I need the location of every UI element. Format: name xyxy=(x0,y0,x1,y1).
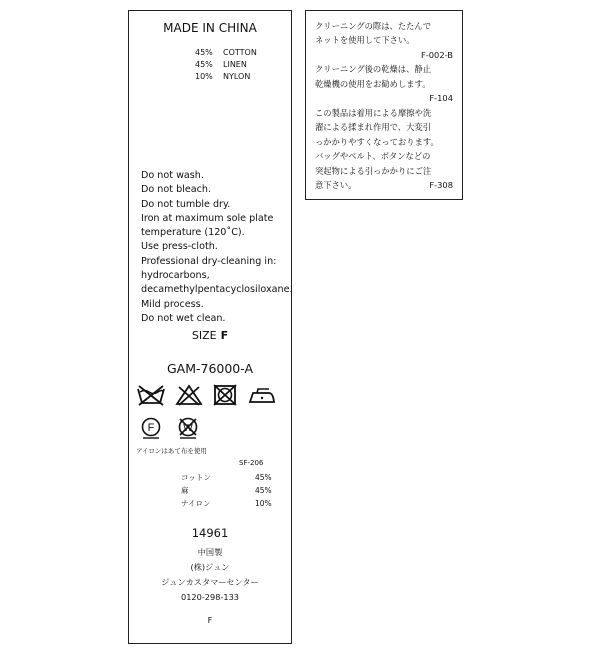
notice-line: 突起物による引っかかりにご注 xyxy=(315,166,432,176)
origin-jp: 中国製 xyxy=(197,547,223,557)
composition-pct: 45% xyxy=(195,60,213,69)
composition-material: COTTON xyxy=(223,48,257,57)
care-line: Do not tumble dry. xyxy=(141,198,231,210)
notice-line: バッグやベルト、ボタンなどの xyxy=(315,151,431,161)
composition-pct: 45% xyxy=(195,48,213,57)
care-label-left xyxy=(128,10,292,644)
do-not-tumble-dry-icon xyxy=(212,384,238,406)
jp-composition-material: コットン xyxy=(181,473,211,482)
phone-number: 0120-298-133 xyxy=(180,592,239,602)
notice-line: っかかりやすくなっております。 xyxy=(315,137,439,147)
notice-code: F-308 xyxy=(429,180,453,190)
notice-code: F-104 xyxy=(429,93,453,103)
made-in-text: MADE IN CHINA xyxy=(163,21,257,35)
care-line: decamethylpentacyclosiloxane. xyxy=(141,284,293,296)
label-number: 14961 xyxy=(191,526,229,540)
care-line: Use press-cloth. xyxy=(141,241,218,253)
jp-composition-material: 麻 xyxy=(181,486,189,495)
size-value: F xyxy=(220,329,229,342)
notice-line: クリーニングの際は、たたんで xyxy=(315,21,431,31)
notice-line: この製品は着用による摩擦や洗 xyxy=(315,108,432,118)
do-not-bleach-icon xyxy=(175,384,203,406)
iron-note: アイロンはあて布を使用 xyxy=(136,447,207,455)
composition-material: LINEN xyxy=(223,60,247,69)
notice-line: 濯による揉まれ作用で、大変引 xyxy=(315,122,431,132)
dry-clean-f-icon xyxy=(139,416,163,440)
composition-pct: 10% xyxy=(195,72,213,81)
customer-center: ジュンカスタマーセンター xyxy=(161,577,259,587)
notice-line: クリーニング後の乾燥は、静止 xyxy=(315,64,431,74)
care-symbols-row xyxy=(136,384,277,406)
size-line xyxy=(129,329,291,342)
jp-composition-pct: 10% xyxy=(255,499,272,508)
bottom-letter: F xyxy=(207,615,213,625)
company-name: (株)ジュン xyxy=(190,562,230,572)
care-line: Iron at maximum sole plate xyxy=(141,212,274,224)
care-symbols-row xyxy=(139,416,200,440)
svg-text:F: F xyxy=(147,422,155,434)
notice-line: ネットを使用して下さい。 xyxy=(315,35,415,45)
care-line: hydrocarbons, xyxy=(141,270,210,282)
composition-material: NYLON xyxy=(223,72,251,81)
size-label: SIZE xyxy=(191,329,217,342)
notice-label-right xyxy=(305,10,463,200)
care-line: Do not wash. xyxy=(141,170,204,181)
care-instructions xyxy=(141,169,293,326)
do-not-wet-clean-icon xyxy=(176,416,200,440)
care-line: Professional dry-cleaning in: xyxy=(141,255,277,267)
iron-low-icon xyxy=(247,384,277,406)
jp-composition-pct: 45% xyxy=(255,473,272,482)
notice-code: F-002-B xyxy=(421,50,453,60)
care-line: Do not wet clean. xyxy=(141,312,226,324)
notice-line: 乾燥機の使用をお勧めします。 xyxy=(315,79,431,89)
model-code: GAM-76000-A xyxy=(166,361,254,376)
notice-line: 意下さい。 xyxy=(315,180,357,190)
care-line: temperature (120˚C). xyxy=(141,227,245,239)
sf-code: SF-206 xyxy=(239,459,264,467)
jp-composition-pct: 45% xyxy=(255,486,272,495)
do-not-wash-icon xyxy=(136,384,166,406)
jp-composition-material: ナイロン xyxy=(181,499,211,508)
care-line: Mild process. xyxy=(141,298,204,310)
svg-text:W: W xyxy=(183,423,193,434)
care-line: Do not bleach. xyxy=(141,184,212,196)
